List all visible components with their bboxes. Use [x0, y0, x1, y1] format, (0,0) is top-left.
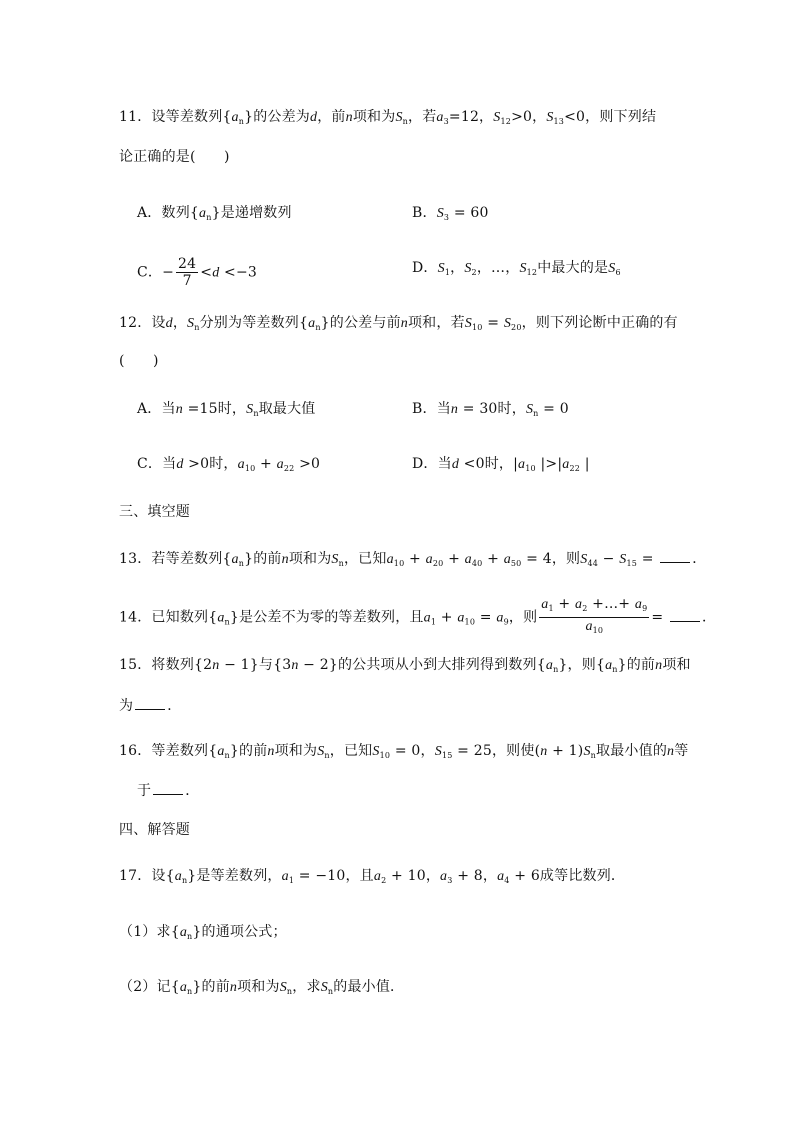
- question-12-stem-line2: ( ): [119, 353, 159, 369]
- question-12-option-d[interactable]: D．当d <0时，$|a_{10}$ $|>|a_{22}$ |: [412, 456, 590, 473]
- answer-blank[interactable]: [153, 780, 183, 795]
- question-12-option-c[interactable]: C．当d >0时，$a_{10} + a_{22} >0$: [137, 456, 321, 473]
- question-17-stem: 17．设$\{a_n\}$是等差数列，$a_1 = -10$，且$a_2 + 10$，$a_3 + 8$，$a_4 + 6$成等比数列．: [119, 868, 626, 885]
- question-14: 14．已知数列$\{a_n\}$是公差不为零的等差数列，且$a_1 + a_{10} = a_9$，则 $\frac{a_1 + a_2 +\dots+ a_9}{a_{10}}$ = ．: [119, 596, 716, 639]
- question-12-option-a[interactable]: A．当n =15时，$S_n$取最大值: [137, 401, 316, 418]
- question-11-stem-line2: 论正确的是( ): [119, 149, 230, 165]
- question-11-option-a[interactable]: A．数列$\{a_n\}$是递增数列: [137, 205, 292, 222]
- question-15-line2: 为 ．: [119, 695, 181, 716]
- answer-blank[interactable]: [660, 548, 690, 563]
- question-11-option-b[interactable]: B．$S_3 = 60$: [412, 205, 489, 222]
- question-11-option-d[interactable]: D．$S_1$，$S_2$，…，$S_{12}$中最大的是$S_6$: [412, 260, 621, 277]
- question-16-line2: 于 ．: [137, 780, 199, 801]
- question-16-line1: 16．等差数列$\{a_n\}$的前n项和为$S_n$，已知$S_{10} = 0$，$S_{15} = 25$，则使$(n + 1)S_n$取最小值的n等: [119, 743, 689, 760]
- fraction: $\frac{a_1 + a_2 +\dots+ a_9}{a_{10}}$: [541, 596, 648, 635]
- fraction: $\frac{24}{7}$: [178, 256, 197, 289]
- question-11-stem-line1: 11．设等差数列$\{a_n\}$的公差为d，前n项和为$S_n$，若$a_3=12$，$S_{12}>0$，$S_{13}<0$，则下列结: [119, 109, 657, 126]
- question-12-option-b[interactable]: B．当n = 30时，$S_n = 0$: [412, 401, 569, 418]
- answer-blank[interactable]: [670, 607, 700, 622]
- section-heading-solve: 四、解答题: [119, 822, 190, 838]
- question-17-part-2: （2）记$\{a_n\}$的前n项和为$S_n$，求$S_n$的最小值．: [119, 979, 405, 996]
- question-12-stem-line1: 12．设d，$S_n$分别为等差数列$\{a_n\}$的公差与前n项和，若$S_{10} = S_{20}$，则下列论断中正确的有: [119, 315, 678, 332]
- section-heading-fill-in: 三、填空题: [119, 504, 190, 520]
- question-17-part-1: （1）求$\{a_n\}$的通项公式；: [119, 924, 287, 941]
- question-11-option-c[interactable]: C．− $\frac{24}{7}$ <d <−3: [137, 256, 258, 289]
- answer-blank[interactable]: [135, 695, 165, 710]
- question-15-line1: 15．将数列{2n − 1}与{3n − 2}的公共项从小到大排列得到数列$\{a_n\}$，则$\{a_n\}$的前n项和: [119, 657, 691, 674]
- question-13: 13．若等差数列$\{a_n\}$的前n项和为$S_n$，已知$a_{10} + a_{20} + a_{40} + a_{50} = 4$，则$S_{44} - S_{15}$ = ．: [119, 548, 707, 574]
